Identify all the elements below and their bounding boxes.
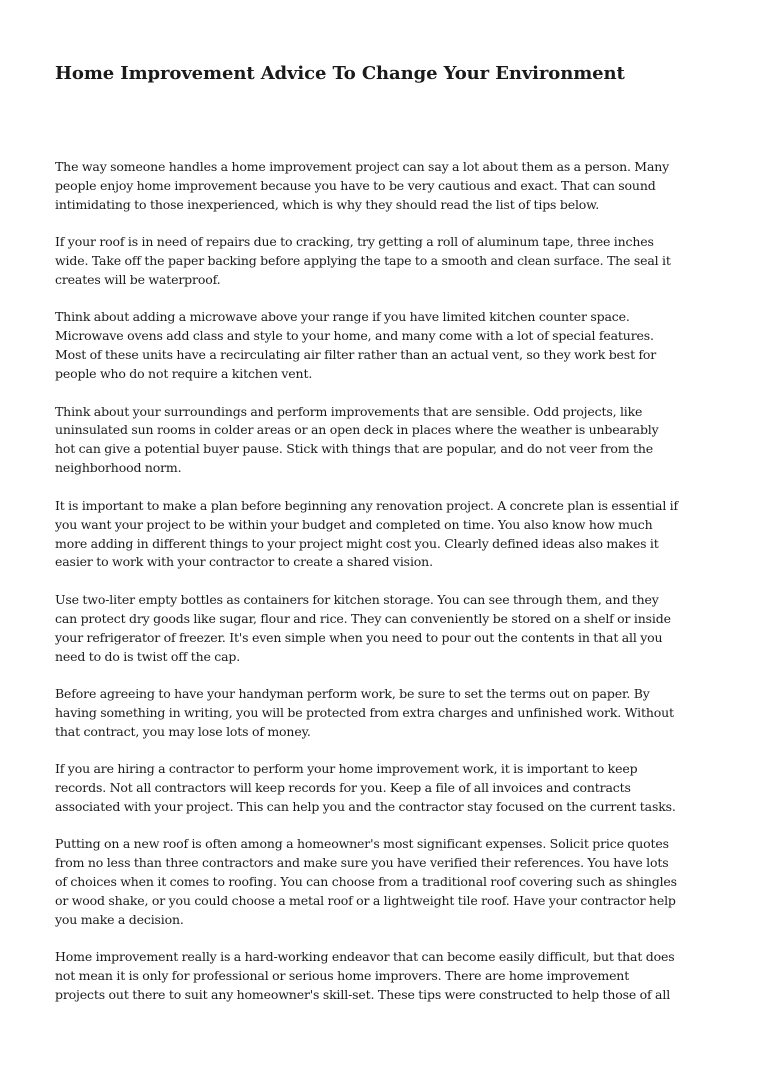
paragraph — [55, 403, 715, 479]
paragraph — [55, 497, 715, 573]
paragraph-line: or wood shake, or you could choose a metal roof or a lightweight tile roof. Have your contractor help — [55, 893, 676, 909]
paragraph-line: that contract, you may lose lots of money. — [55, 723, 311, 739]
paragraph — [55, 233, 715, 290]
paragraph-line: people who do not require a kitchen vent. — [55, 366, 313, 382]
paragraph-line: projects out there to suit any homeowner's skill-set. These tips were constructed to help those of all — [55, 987, 671, 1003]
paragraph-line: Think about adding a microwave above your range if you have limited kitchen counter space. — [55, 309, 630, 325]
paragraph-line: wide. Take off the paper backing before applying the tape to a smooth and clean surface. The seal it — [55, 253, 671, 269]
paragraph-line: more adding in different things to your project might cost you. Clearly defined ideas also makes it — [55, 535, 659, 551]
paragraph-line: people enjoy home improvement because you have to be very cautious and exact. That can sound — [55, 177, 656, 193]
paragraph-line: It is important to make a plan before beginning any renovation project. A concrete plan is essential if — [55, 497, 679, 513]
paragraph-line: Microwave ovens add class and style to your home, and many come with a lot of special features. — [55, 328, 654, 344]
paragraph — [55, 591, 715, 667]
paragraph — [55, 158, 715, 215]
paragraph-line: not mean it is only for professional or serious home improvers. There are home improvement — [55, 968, 630, 984]
document-body — [55, 158, 715, 1005]
paragraph — [55, 948, 715, 1005]
paragraph-line: records. Not all contractors will keep records for you. Keep a file of all invoices and contracts — [55, 780, 631, 796]
paragraph — [55, 835, 715, 930]
paragraph-line: intimidating to those inexperienced, which is why they should read the list of tips below. — [55, 196, 600, 212]
paragraph-line: need to do is twist off the cap. — [55, 648, 241, 664]
paragraph — [55, 685, 715, 742]
paragraph-line: If you are hiring a contractor to perform your home improvement work, it is important to keep — [55, 761, 638, 777]
paragraph — [55, 308, 715, 384]
paragraph-line: easier to work with your contractor to create a shared vision. — [55, 554, 433, 570]
paragraph-line: Home improvement really is a hard-working endeavor that can become easily difficult, but that does — [55, 949, 675, 965]
paragraph-line: creates will be waterproof. — [55, 272, 221, 288]
document-page — [55, 0, 715, 1024]
paragraph-line: If your roof is in need of repairs due to cracking, try getting a roll of aluminum tape, three inches — [55, 234, 654, 250]
paragraph — [55, 760, 715, 817]
paragraph-line: hot can give a potential buyer pause. Stick with things that are popular, and do not veer from the — [55, 441, 654, 457]
paragraph-line: Think about your surroundings and perform improvements that are sensible. Odd projects, like — [55, 403, 643, 419]
paragraph-line: of choices when it comes to roofing. You can choose from a traditional roof covering such as shingles — [55, 874, 677, 890]
paragraph-line: Before agreeing to have your handyman perform work, be sure to set the terms out on paper. By — [55, 685, 650, 701]
paragraph-line: you make a decision. — [55, 912, 184, 927]
paragraph-line: Putting on a new roof is often among a homeowner's most significant expenses. Solicit price quotes — [55, 836, 669, 852]
paragraph-line: having something in writing, you will be protected from extra charges and unfinished work. Without — [55, 704, 674, 720]
paragraph-line: The way someone handles a home improvement project can say a lot about them as a person. Many — [55, 159, 670, 174]
paragraph-line: uninsulated sun rooms in colder areas or an open deck in places where the weather is unbearably — [55, 422, 659, 438]
paragraph-line: neighborhood norm. — [55, 460, 182, 476]
paragraph-line: Most of these units have a recirculating air filter rather than an actual vent, so they work best for — [55, 347, 657, 363]
paragraph-line: Use two-liter empty bottles as containers for kitchen storage. You can see through them, and they — [55, 591, 659, 607]
paragraph-line: can protect dry goods like sugar, flour and rice. They can conveniently be stored on a shelf or inside — [55, 610, 671, 626]
paragraph-line: your refrigerator of freezer. It's even simple when you need to pour out the contents in that all you — [55, 629, 663, 645]
paragraph-line: from no less than three contractors and make sure you have verified their references. You have lots — [55, 855, 669, 871]
paragraph-line: you want your project to be within your budget and completed on time. You also know how much — [55, 516, 653, 532]
document-title: Home Improvement Advice To Change Your Environment — [55, 63, 625, 84]
paragraph-line: associated with your project. This can help you and the contractor stay focused on the current tasks. — [55, 798, 676, 814]
